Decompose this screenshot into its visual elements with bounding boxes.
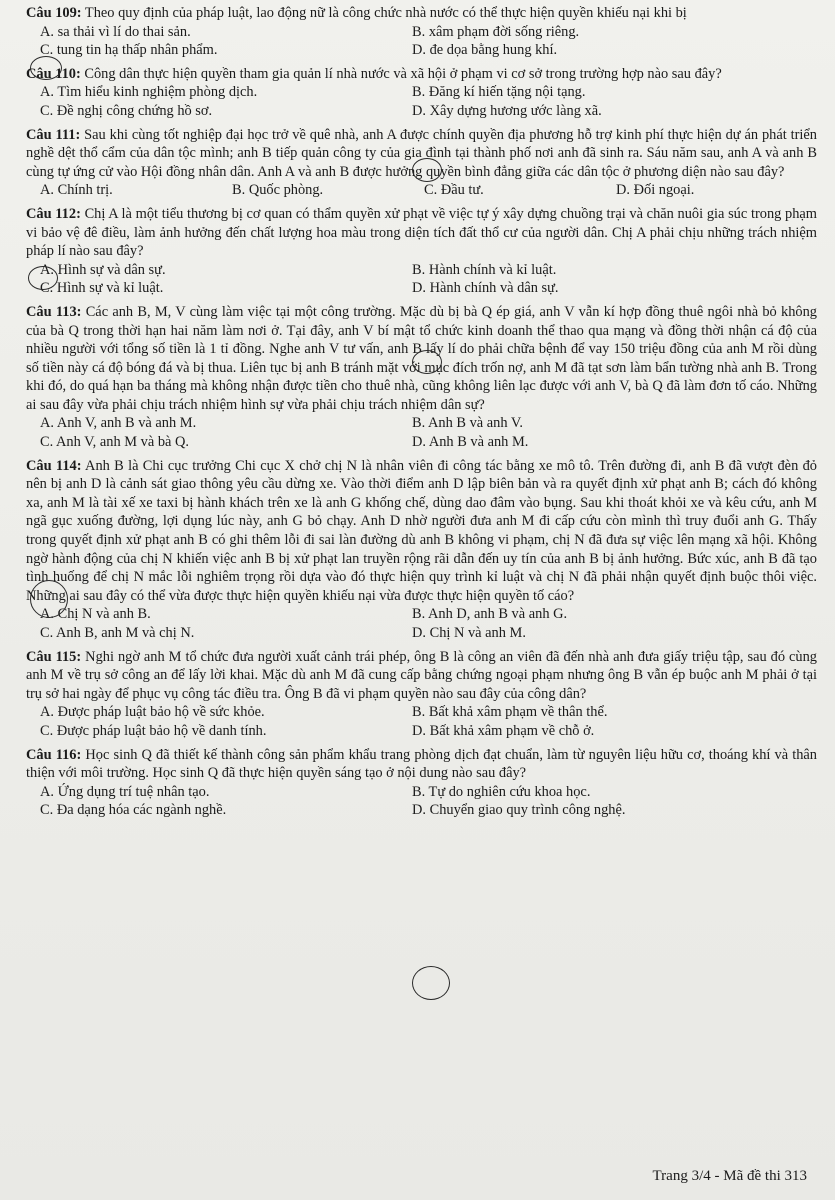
question-block [26,746,817,820]
option-label: A. [40,415,54,432]
answer-option [40,783,412,802]
answer-option [412,279,784,298]
option-label: D. [412,434,426,451]
option-text: Đối ngoại. [633,182,695,199]
question-block [26,4,817,60]
question-text: Anh B là Chi cục trưởng Chi cục X chở chị N là nhân viên đi công tác bằng xe mô tô. Trên đường đi, anh B đã vượt đèn đỏ nên bị anh D là cảnh sát giao thông yêu cầu dừng xe. Vào thời điểm anh D lập biên bản và ra quyết định xử phạt anh B; cách đó không xa, anh M là tài xế xe taxi bị hành khách trên xe là anh G khống chế, dùng dao đâm vào bụng. Sau khi thoát khỏi xe và kêu cứu, anh M ngã gục xuống đường, lợi dụng lúc này, anh G bỏ chạy. Anh D nhờ người đưa anh M đi cấp cứu còn mình thì truy đuổi anh G. Thấy trong quyết định xử phạt anh B có ghi thêm lỗi đi sai làn đường dù anh B không vi phạm, chị N đã đưa sự việc lên mạng xã hội. Không ngờ hành động của chị N khiến việc anh B bị xử phạt lan truyền rộng rãi dẫn đến uy tín của anh B bị ảnh hưởng. Bức xúc, anh B đã tạo tình huống để chị N mắc lỗi nghiêm trọng rồi dựa vào đó thực hiện quy trình kỉ luật và chị N đã phải nhận quyết định buộc thôi việc. Những ai sau đây có thể vừa được thực hiện quyền khiếu nại vừa được thực hiện quyền tố cáo? [26,457,817,604]
question-text: Chị A là một tiểu thương bị cơ quan có thẩm quyền xử phạt về việc tự ý xây dựng chuồng trại và chăn nuôi gia súc trong phạm vi bảo vệ đê điều, làm ảnh hưởng đến chất lượng hoa màu trong diện tích đất thổ cư của người dân. Chị A phải chịu những trách nhiệm pháp lí nào sau đây? [26,205,817,260]
option-text: Đa dạng hóa các ngành nghề. [56,802,227,819]
option-label: A. [40,606,54,623]
question-stem [26,205,817,261]
option-label: A. [40,23,54,40]
option-label: C. [40,802,54,819]
answer-options [26,783,817,820]
question-text: Công dân thực hiện quyền tham gia quản lí nhà nước và xã hội ở phạm vi cơ sở trong trường hợp nào sau đây? [84,65,722,82]
answer-option [412,41,784,60]
answer-option [412,261,784,280]
question-number: Câu 112: [26,205,81,222]
option-text: Tự do nghiên cứu khoa học. [428,783,591,800]
option-label: C. [40,625,54,641]
question-text: Học sinh Q đã thiết kế thành công sản phẩm khẩu trang phòng dịch đạt chuẩn, làm từ nguyên liệu hữu cơ, thoáng khí và thân thiện với môi trường. Học sinh Q đã thực hiện quyền sáng tạo ở nội dung nào sau đây? [26,746,817,782]
option-text: Anh V, anh M và bà Q. [56,434,189,451]
question-stem [26,457,817,606]
question-number: Câu 110: [26,65,81,82]
option-text: Bất khả xâm phạm về chỗ ở. [429,722,595,739]
option-label: D. [412,42,426,59]
option-label: A. [40,261,54,278]
option-text: tung tin hạ thấp nhân phẩm. [56,42,218,59]
question-number: Câu 109: [26,5,82,21]
option-label: C. [40,280,54,297]
option-label: A. [40,783,54,800]
answer-option [412,722,784,741]
answer-option [412,605,784,624]
option-label: B. [412,23,426,40]
answer-option [412,102,784,121]
question-block [26,65,817,121]
answer-option [40,433,412,452]
option-label: B. [232,182,246,199]
answer-option [412,703,784,722]
answer-option [40,41,412,60]
question-stem [26,126,817,182]
question-block [26,457,817,643]
answer-option [40,414,412,433]
answer-option [40,181,232,200]
answer-options [26,23,817,60]
answer-options [26,181,817,200]
option-text: Hành chính và dân sự. [429,280,559,297]
question-block [26,648,817,741]
answer-option [412,433,784,452]
question-number: Câu 113: [26,303,82,320]
option-label: D. [412,102,426,119]
option-text: Được pháp luật bảo hộ về sức khỏe. [57,704,265,721]
answer-option [40,23,412,42]
answer-options [26,605,817,642]
option-label: B. [412,415,426,432]
answer-option [40,801,412,820]
option-text: đe dọa bằng hung khí. [429,42,558,59]
option-label: D. [412,802,426,819]
option-text: Chuyển giao quy trình công nghệ. [429,802,626,819]
question-text: Các anh B, M, V cùng làm việc tại một công trường. Mặc dù bị bà Q ép giá, anh V vẫn kí hợp đồng thuê ngôi nhà bỏ không của bà Q trong thời hạn hai năm làm nơi ở. Tại đây, anh V bí mật tổ chức kinh doanh thể thao qua mạng và đồng thời nhận cá độ của nhiều người với tổng số tiền là 1 tỉ đồng. Nghe anh V tư vấn, anh B lấy lí do phải chữa bệnh để vay 150 triệu đồng của anh M rồi dùng số tiền này cá độ bóng đá và bị thua. Liên tục bị anh B tránh mặt với mục đích trốn nợ, anh M đã tạt sơn làm bẩn tường nhà anh B. Trong khi đó, do quá hạn ba tháng mà không nhận được tiền cho thuê nhà, cũng không liên lạc được với anh V, bà Q đã làm đơn tố cáo. Những ai sau đây vừa phải chịu trách nhiệm hình sự vừa phải chịu trách nhiệm dân sự? [26,303,817,413]
answer-options [26,703,817,740]
question-block [26,303,817,452]
option-text: Xây dựng hương ước làng xã. [429,102,602,119]
option-text: Đầu tư. [440,182,484,199]
answer-option [40,102,412,121]
option-label: B. [412,261,426,278]
answer-option [40,83,412,102]
answer-option [412,83,784,102]
answer-option [40,703,412,722]
option-text: Anh B và anh V. [428,415,524,432]
answer-option [40,722,412,741]
question-text: Nghi ngờ anh M tổ chức đưa người xuất cảnh trái phép, ông B là công an viên đã đến nhà anh đưa giấy triệu tập, sau đó cùng anh M về trụ sở công an để lấy lời khai. Mặc dù anh M đã cung cấp bằng chứng ngoại phạm nhưng ông B vẫn ép buộc anh M phải ở tại trụ sở hai ngày để phục vụ công tác điều tra. Ông B đã vi phạm quyền nào sau đây của công dân? [26,648,818,702]
question-number: Câu 115: [26,648,82,665]
option-text: Anh D, anh B và anh G. [428,606,568,623]
option-label: C. [424,182,438,199]
answer-option [412,624,784,643]
answer-option [40,261,412,280]
option-text: Quốc phòng. [248,182,324,199]
option-label: D. [412,280,426,297]
option-text: Anh B, anh M và chị N. [56,625,195,641]
option-label: A. [40,84,54,101]
option-text: Ứng dụng trí tuệ nhân tạo. [57,783,210,800]
answer-option [616,181,806,200]
question-number: Câu 111: [26,126,81,143]
option-text: Hành chính và kỉ luật. [428,261,557,278]
answer-option [232,181,424,200]
answer-option [424,181,616,200]
option-text: Hình sự và kỉ luật. [56,280,164,297]
question-stem [26,4,817,23]
option-label: C. [40,434,54,451]
answer-option [40,605,412,624]
option-text: Anh B và anh M. [428,434,529,451]
option-label: D. [412,722,426,739]
option-label: B. [412,704,426,721]
option-text: xâm phạm đời sống riêng. [428,23,580,40]
question-stem [26,65,817,84]
option-text: Anh V, anh B và anh M. [56,415,197,432]
option-label: B. [412,606,426,623]
question-number: Câu 114: [26,457,82,474]
option-text: Tìm hiểu kinh nghiệm phòng dịch. [57,84,258,101]
option-label: C. [40,102,54,119]
question-stem [26,648,817,704]
option-text: Chị N và anh M. [429,625,526,641]
page-footer: Trang 3/4 - Mã đề thi 313 [652,1168,807,1185]
option-label: D. [412,625,426,641]
question-block [26,205,817,298]
question-stem [26,746,817,783]
option-label: C. [40,722,54,739]
option-label: A. [40,704,54,721]
answer-options [26,414,817,451]
option-label: D. [616,182,630,199]
option-text: sa thải vì lí do thai sản. [57,23,191,40]
answer-circle-115 [412,966,450,1000]
answer-option [40,279,412,298]
option-text: Chị N và anh B. [57,606,151,623]
option-label: B. [412,783,426,800]
option-text: Chính trị. [57,182,113,199]
answer-option [40,624,412,643]
answer-options [26,83,817,120]
option-label: C. [40,42,54,59]
answer-option [412,801,784,820]
question-text: Theo quy định của pháp luật, lao động nữ là công chức nhà nước có thể thực hiện quyền khiếu nại khi bị [84,5,687,21]
answer-option [412,23,784,42]
option-text: Đăng kí hiến tặng nội tạng. [428,84,586,101]
answer-option [412,414,784,433]
option-label: A. [40,182,54,199]
option-text: Bất khả xâm phạm về thân thể. [428,704,608,721]
option-label: B. [412,84,426,101]
question-text: Sau khi cùng tốt nghiệp đại học trở về quê nhà, anh A được chính quyền địa phương hỗ trợ kinh phí thực hiện dự án phát triển nghề dệt thổ cẩm của dân tộc mình; anh B tiếp quản công ty của gia đình tại thành phố nơi anh đã sinh ra. Sáu năm sau, anh A và anh B cùng tự ứng cử vào Hội đồng nhân dân. Anh A và anh B được hưởng quyền bình đẳng giữa các dân tộc ở phương diện nào sau đây? [26,126,817,180]
answer-option [412,783,784,802]
question-block [26,126,817,200]
question-stem [26,303,817,415]
question-number: Câu 116: [26,746,82,763]
option-text: Hình sự và dân sự. [57,261,166,278]
answer-options [26,261,817,298]
question-list [26,4,817,820]
option-text: Đề nghị công chứng hồ sơ. [56,102,213,119]
option-text: Được pháp luật bảo hộ về danh tính. [56,722,267,739]
